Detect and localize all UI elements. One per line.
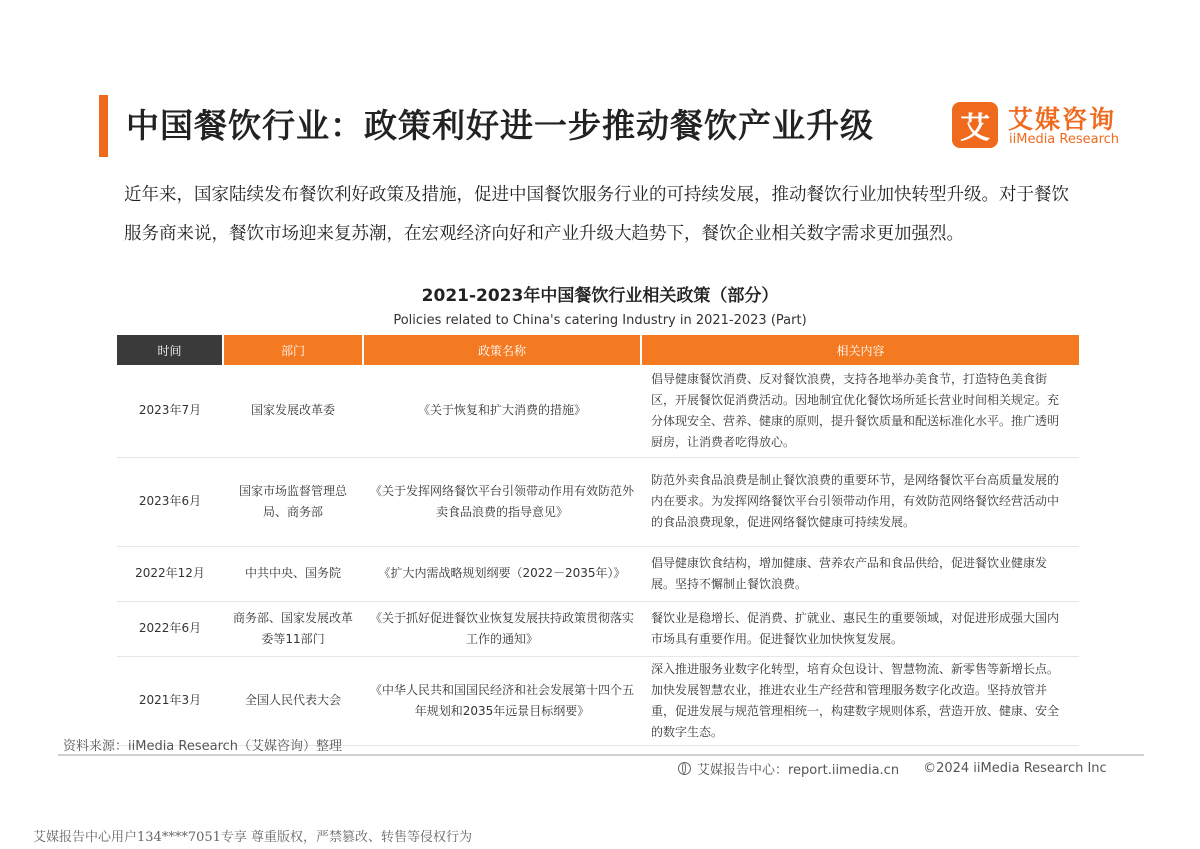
intro-paragraph: 近年来，国家陆续发布餐饮利好政策及措施，促进中国餐饮服务行业的可持续发展，推动餐饮行业加快转型升级。对于餐饮服务商来说，餐饮市场迎来复苏潮，在宏观经济向好和产业升级大趋势下，餐饮企业相关数字需求更加强烈。 (124, 185, 1069, 244)
table-row (117, 365, 1079, 457)
cell-time: 2023年6月 (117, 457, 223, 546)
logo-mark-icon: 艾 (952, 102, 998, 148)
cell-content: 深入推进服务业数字化转型，培育众包设计、智慧物流、新零售等新增长点。加快发展智慧农业，推进农业生产经营和管理服务数字化改造。坚持放管并重，促进发展与规范管理相统一，构建数字规则体系，营造开放、健康、安全的数字生态。 (641, 656, 1079, 745)
header-time: 时间 (117, 335, 223, 365)
table-header-row (117, 335, 1079, 365)
footer-divider (58, 754, 1144, 756)
table-row (117, 457, 1079, 546)
logo-english-name: iiMedia Research (1009, 132, 1120, 147)
cell-time: 2021年3月 (117, 656, 223, 745)
cell-policy-name: 《关于恢复和扩大消费的措施》 (363, 365, 641, 457)
footer-report-center-link[interactable]: 艾媒报告中心：report.iimedia.cn (697, 763, 900, 778)
cell-time: 2023年7月 (117, 365, 223, 457)
cell-content: 防范外卖食品浪费是制止餐饮浪费的重要环节，是网络餐饮平台高质量发展的内在要求。为发挥网络餐饮平台引领带动作用，有效防范网络餐饮经营活动中的食品浪费现象，促进网络餐饮健康可持续发展。 (641, 457, 1079, 546)
source-note: 资料来源：iiMedia Research（艾媒咨询）整理 (63, 739, 343, 754)
header-department: 部门 (223, 335, 363, 365)
policy-table (117, 335, 1079, 746)
header-policy-name: 政策名称 (363, 335, 641, 365)
cell-department: 国家发展改革委 (223, 365, 363, 457)
title-accent-bar (99, 95, 108, 157)
cell-content: 餐饮业是稳增长、促消费、扩就业、惠民生的重要领域，对促进形成强大国内市场具有重要作用。促进餐饮业加快恢复发展。 (641, 601, 1079, 656)
cell-content: 倡导健康餐饮消费、反对餐饮浪费，支持各地举办美食节，打造特色美食街区，开展餐饮促消费活动。因地制宜优化餐饮场所延长营业时间相关规定。充分体现安全、营养、健康的原则，提升餐饮质量和配送标准化水平。推广透明厨房，让消费者吃得放心。 (641, 365, 1079, 457)
globe-icon (678, 762, 691, 775)
footer-copyright: ©2024 iiMedia Research Inc (923, 761, 1107, 776)
cell-content: 倡导健康饮食结构，增加健康、营养农产品和食品供给，促进餐饮业健康发展。坚持不懈制止餐饮浪费。 (641, 546, 1079, 601)
footer (678, 759, 1107, 778)
cell-department: 中共中央、国务院 (223, 546, 363, 601)
cell-policy-name: 《关于抓好促进餐饮业恢复发展扶持政策贯彻落实工作的通知》 (363, 601, 641, 656)
table-row (117, 546, 1079, 601)
logo-chinese-name: 艾媒咨询 (1008, 105, 1117, 134)
header-content: 相关内容 (641, 335, 1079, 365)
table-subtitle: Policies related to China's catering Industry in 2021-2023 (Part) (393, 313, 807, 328)
cell-policy-name: 《关于发挥网络餐饮平台引领带动作用有效防范外卖食品浪费的指导意见》 (363, 457, 641, 546)
cell-policy-name: 《中华人民共和国国民经济和社会发展第十四个五年规划和2035年远景目标纲要》 (363, 656, 641, 745)
cell-time: 2022年12月 (117, 546, 223, 601)
copyright-watermark: 艾媒报告中心用户134****7051专享 尊重版权，严禁篡改、转售等侵权行为 (33, 830, 473, 845)
brand-logo (952, 100, 1132, 152)
cell-department: 全国人民代表大会 (223, 656, 363, 745)
cell-time: 2022年6月 (117, 601, 223, 656)
table-title: 2021-2023年中国餐饮行业相关政策（部分） (421, 286, 779, 306)
cell-department: 国家市场监督管理总局、商务部 (223, 457, 363, 546)
table-row (117, 601, 1079, 656)
cell-policy-name: 《扩大内需战略规划纲要（2022－2035年）》 (363, 546, 641, 601)
cell-department: 商务部、国家发展改革委等11部门 (223, 601, 363, 656)
page-title: 中国餐饮行业：政策利好进一步推动餐饮产业升级 (126, 106, 874, 145)
table-row (117, 656, 1079, 745)
